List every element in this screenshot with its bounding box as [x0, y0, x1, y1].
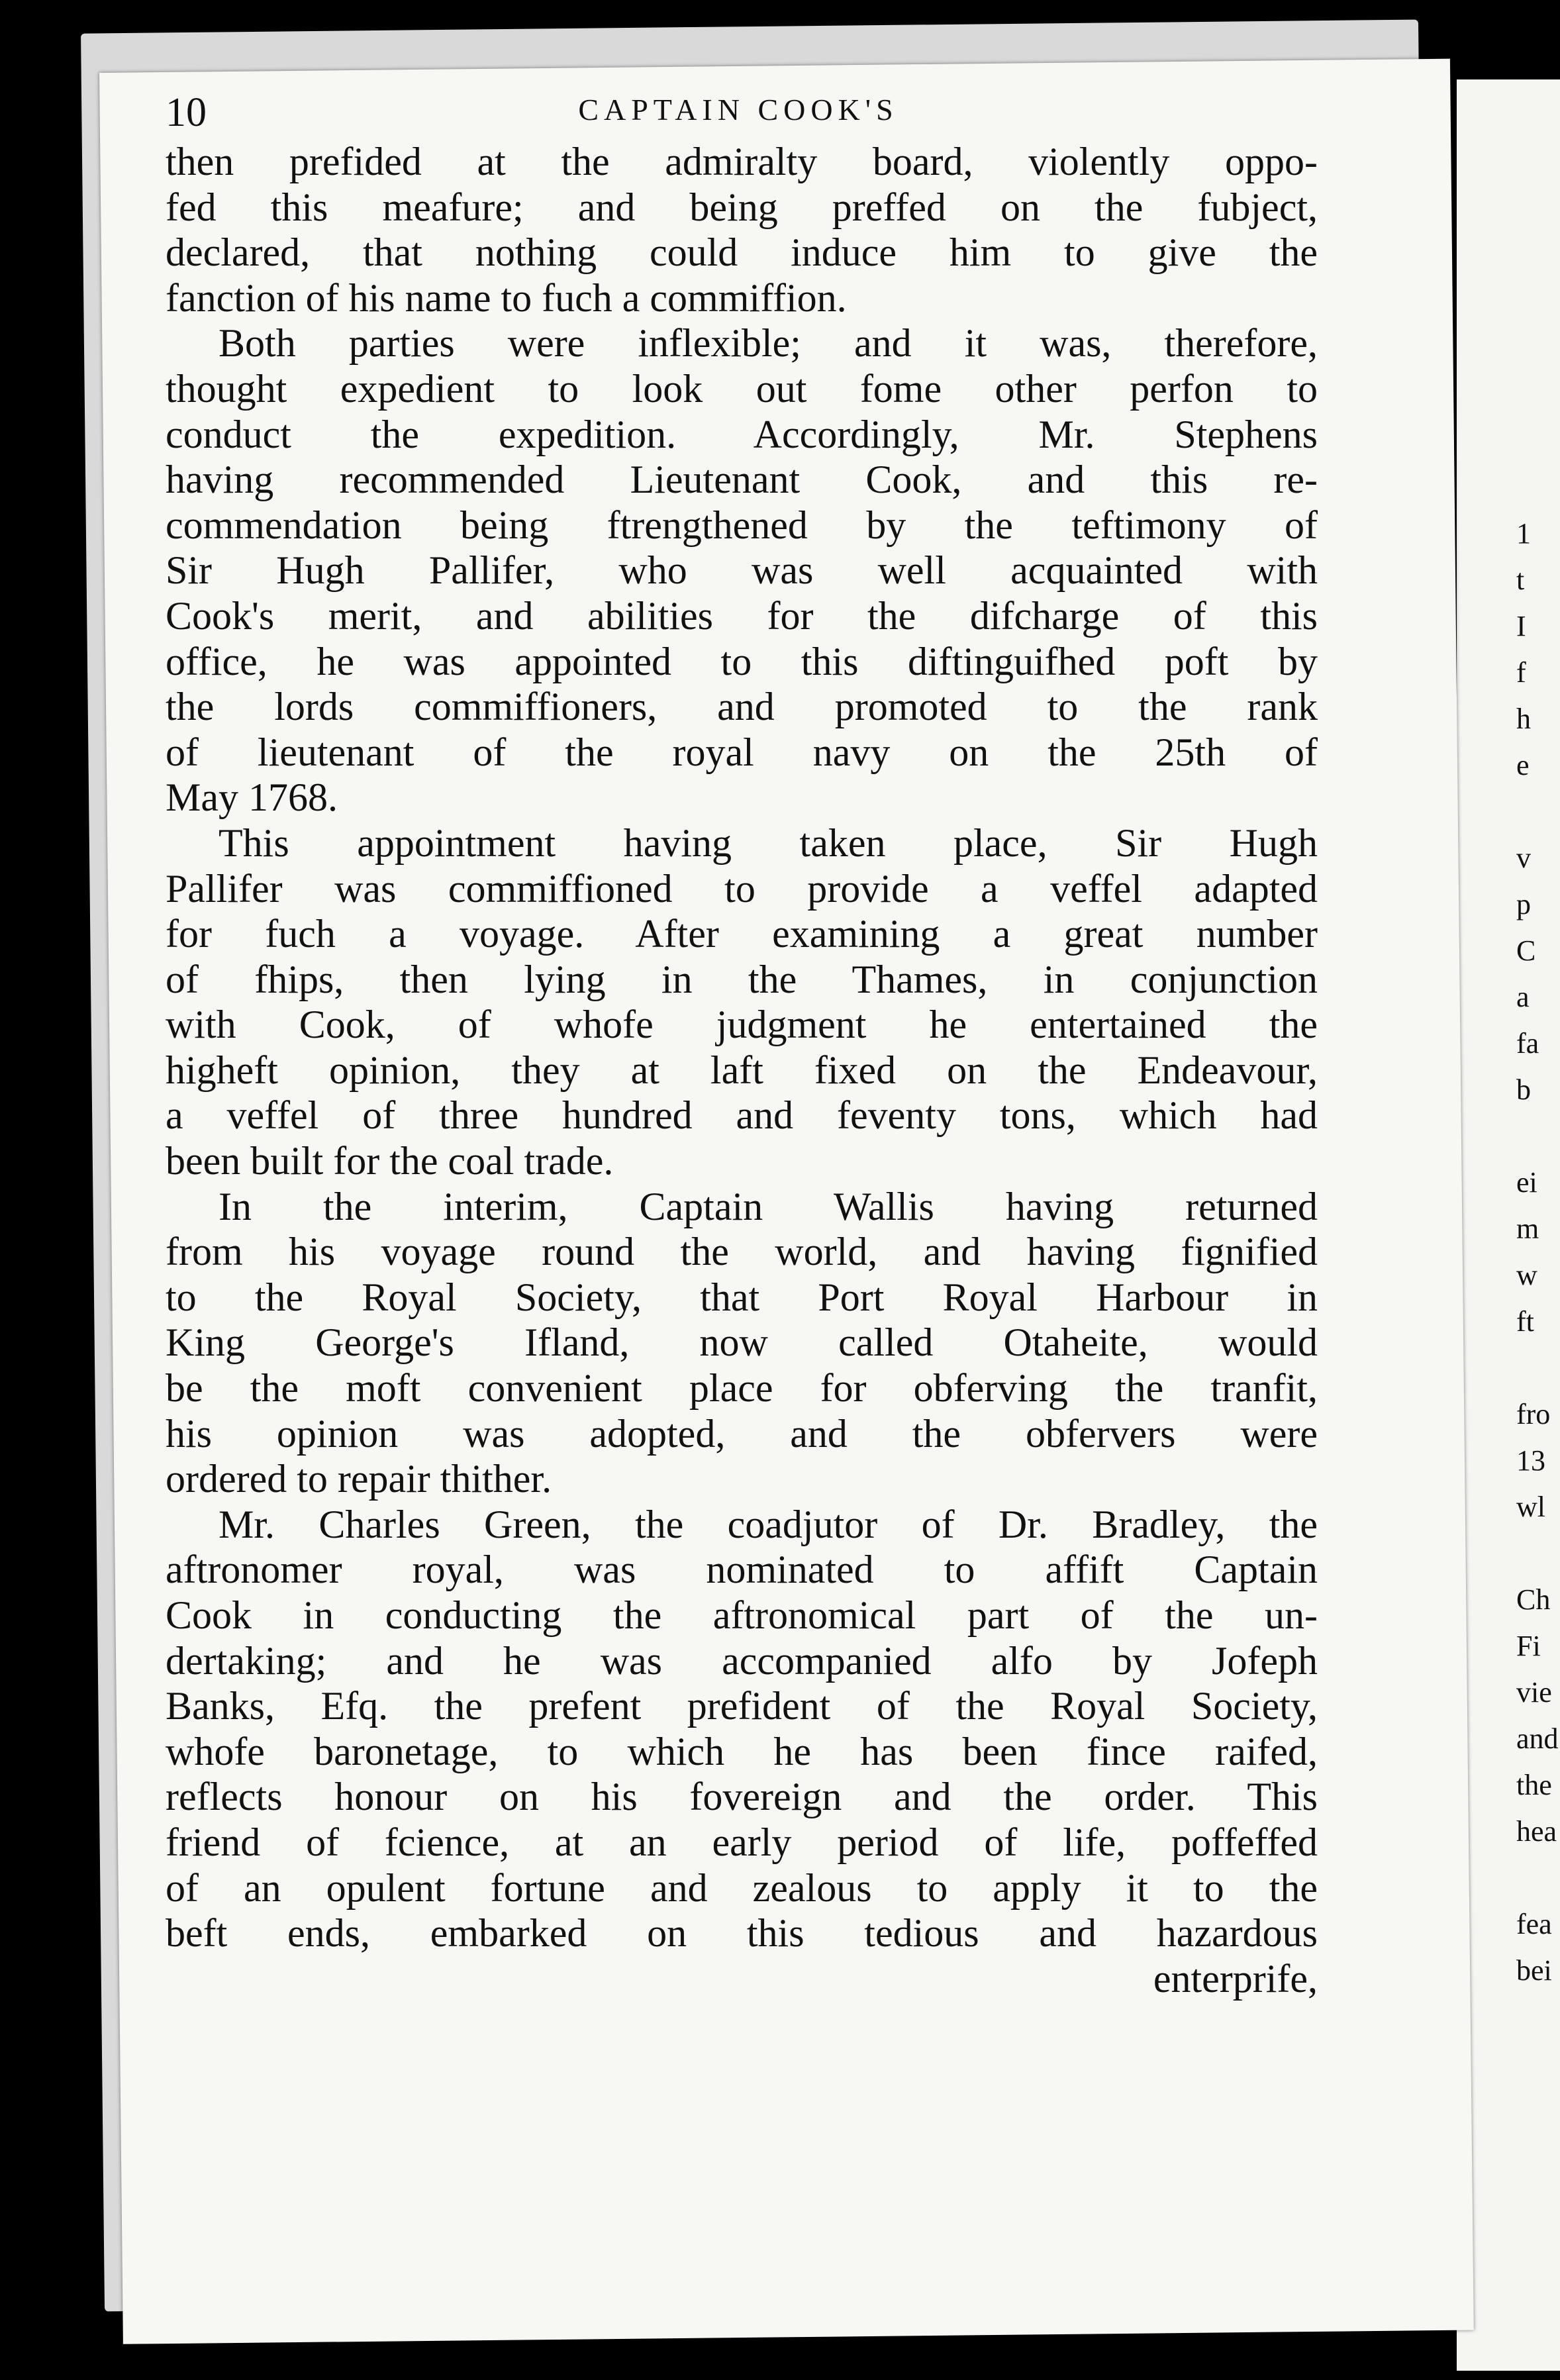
running-title: CAPTAIN COOK'S: [578, 93, 899, 126]
facing-page-fragment: fa: [1516, 1027, 1539, 1060]
page-number: 10: [166, 90, 207, 135]
text-line: for fuch a voyage. After examining a great number: [166, 912, 1318, 956]
text-line: having recommended Lieutenant Cook, and this re-: [166, 458, 1318, 502]
text-line: his opinion was adopted, and the obfervers were: [166, 1411, 1318, 1456]
facing-page-fragment: v: [1516, 842, 1531, 874]
text-line: office, he was appointed to this diftinguifhed poft by: [166, 639, 1318, 683]
facing-page-fragment: I: [1516, 610, 1526, 642]
facing-page-fragment: hea: [1516, 1815, 1557, 1848]
facing-page-fragment: w: [1516, 1259, 1537, 1291]
facing-page-fragment: m: [1516, 1213, 1539, 1245]
text-line: Banks, Efq. the prefent prefident of the Royal Society,: [166, 1684, 1318, 1728]
text-line: friend of fcience, at an early period of life, poffeffed: [166, 1820, 1318, 1864]
text-line: declared, that nothing could induce him to give the: [166, 230, 1318, 275]
text-line: Both parties were inflexible; and it was, therefore,: [219, 321, 1318, 366]
text-line: commendation being ftrengthened by the teftimony of: [166, 503, 1318, 547]
facing-page-fragment: ei: [1516, 1166, 1537, 1199]
facing-page: [1457, 79, 1560, 2371]
text-line: to the Royal Society, that Port Royal Harbour in: [166, 1275, 1318, 1319]
text-line: Mr. Charles Green, the coadjutor of Dr. Bradley, the: [219, 1502, 1318, 1546]
facing-page-fragment: b: [1516, 1073, 1531, 1106]
facing-page-fragment: bei: [1516, 1954, 1552, 1987]
text-line: with Cook, of whofe judgment he entertained the: [166, 1003, 1318, 1047]
text-line: Sir Hugh Pallifer, who was well acquainted with: [166, 548, 1318, 593]
text-line: dertaking; and he was accompanied alfo by Jofeph: [166, 1638, 1318, 1683]
running-head: [166, 89, 1311, 142]
facing-page-fragment: 13: [1516, 1444, 1545, 1477]
text-line: whofe baronetage, to which he has been fince raifed,: [166, 1729, 1318, 1773]
text-line: In the interim, Captain Wallis having returned: [219, 1184, 1318, 1228]
facing-page-fragment: and: [1516, 1722, 1559, 1755]
facing-page-fragment: 1: [1516, 517, 1531, 550]
facing-page-fragment: Ch: [1516, 1583, 1551, 1616]
facing-page-fragment: a: [1516, 981, 1530, 1013]
text-line: aftronomer royal, was nominated to affift Captain: [166, 1548, 1318, 1592]
text-line: fed this meafure; and being preffed on the fubject,: [166, 185, 1318, 229]
facing-page-fragment: t: [1516, 564, 1525, 596]
text-line: of an opulent fortune and zealous to apply it to the: [166, 1865, 1318, 1910]
text-line: from his voyage round the world, and having fignified: [166, 1230, 1318, 1274]
text-line: Cook in conducting the aftronomical part of the un-: [166, 1593, 1318, 1637]
text-line: been built for the coal trade.: [166, 1139, 614, 1183]
facing-page-fragment: h: [1516, 703, 1531, 735]
body-text: [166, 139, 1318, 1956]
text-line: of lieutenant of the royal navy on the 25th of: [166, 730, 1318, 774]
text-line: fanction of his name to fuch a commiffion.: [166, 275, 847, 320]
text-line: This appointment having taken place, Sir Hugh: [219, 820, 1318, 865]
facing-page-fragment: ft: [1516, 1305, 1534, 1338]
facing-page-fragment: Fi: [1516, 1630, 1541, 1662]
text-line: reflects honour on his fovereign and the order. This: [166, 1775, 1318, 1819]
text-line: be the moft convenient place for obferving the tranfit,: [166, 1366, 1318, 1411]
facing-page-fragment: C: [1516, 934, 1536, 967]
text-line: beft ends, embarked on this tedious and hazardous: [166, 1911, 1318, 1956]
text-line: a veffel of three hundred and feventy tons, which had: [166, 1093, 1318, 1138]
facing-page-fragment: fea: [1516, 1908, 1552, 1940]
text-line: higheft opinion, they at laft fixed on the Endeavour,: [166, 1048, 1318, 1092]
text-line: Pallifer was commiffioned to provide a veffel adapted: [166, 866, 1318, 911]
facing-page-fragment: p: [1516, 888, 1531, 920]
text-line: then prefided at the admiralty board, violently oppo-: [166, 140, 1318, 183]
text-line: May 1768.: [166, 775, 338, 820]
text-line: the lords commiffioners, and promoted to the rank: [166, 685, 1318, 729]
text-line: ordered to repair thither.: [166, 1457, 552, 1501]
text-line: King George's Ifland, now called Otaheite, would: [166, 1320, 1318, 1365]
facing-page-fragment: wl: [1516, 1491, 1545, 1523]
facing-page-fragment: f: [1516, 656, 1526, 689]
facing-page-fragment: fro: [1516, 1398, 1551, 1430]
text-line: thought expedient to look out fome other perfon to: [166, 366, 1318, 411]
text-line: of fhips, then lying in the Thames, in conjunction: [166, 957, 1318, 1001]
text-line: conduct the expedition. Accordingly, Mr. Stephens: [166, 412, 1318, 456]
catchword: enterprife,: [1153, 1957, 1318, 2001]
text-line: Cook's merit, and abilities for the difcharge of this: [166, 593, 1318, 638]
facing-page-fragment: e: [1516, 749, 1530, 781]
facing-page-fragment: vie: [1516, 1676, 1552, 1709]
facing-page-fragment: the: [1516, 1769, 1552, 1801]
